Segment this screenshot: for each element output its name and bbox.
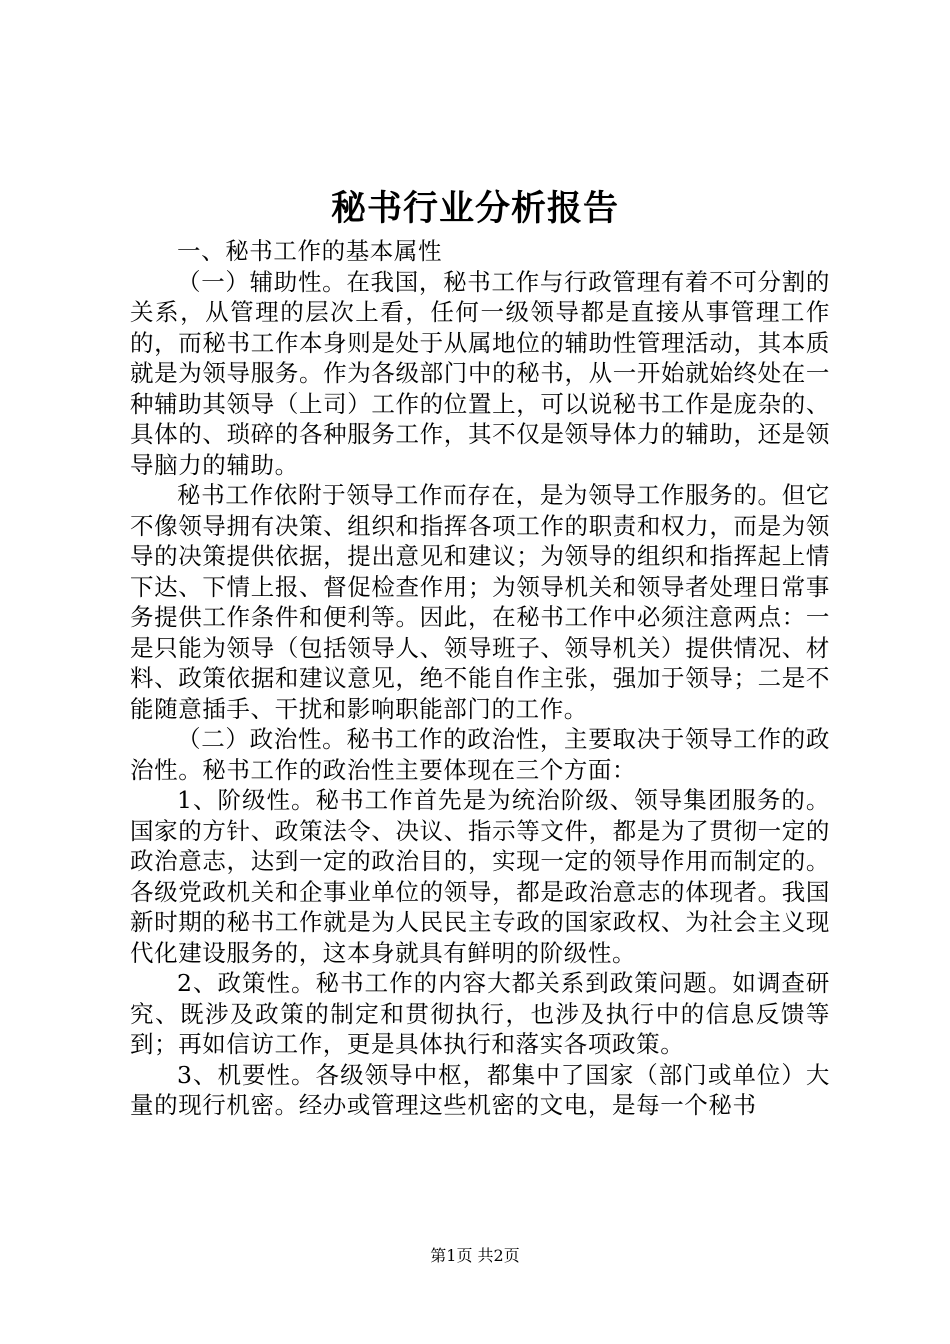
document-title: 秘书行业分析报告: [330, 188, 619, 229]
paragraph: 2、政策性。秘书工作的内容大都关系到政策问题。如调查研究、既涉及政策的制定和贯彻执行，也涉及执行中的信息反馈等到；再如信访工作，更是具体执行和落实各项政策。: [130, 969, 830, 1058]
section-heading: 一、秘书工作的基本属性: [177, 237, 443, 265]
paragraph: （一）辅助性。在我国，秘书工作与行政管理有着不可分割的关系，从管理的层次上看，任何一级领导都是直接从事管理工作的，而秘书工作本身则是处于从属地位的辅助性管理活动，其本质就是为领导服务。作为各级部门中的秘书，从一开始就始终处在一种辅助其领导（上司）工作的位置上，可以说秘书工作是庞杂的、具体的、琐碎的各种服务工作，其不仅是领导体力的辅助，还是领导脑力的辅助。: [130, 267, 830, 479]
page-number: 第1页 共2页: [430, 1246, 520, 1265]
paragraph: （二）政治性。秘书工作的政治性，主要取决于领导工作的政治性。秘书工作的政治性主要体现在三个方面：: [130, 725, 830, 784]
paragraph: 3、机要性。各级领导中枢，都集中了国家（部门或单位）大量的现行机密。经办或管理这些机密的文电，是每一个秘书: [130, 1060, 830, 1119]
document-body: [130, 236, 830, 1121]
paragraph: 秘书工作依附于领导工作而存在，是为领导工作服务的。但它不像领导拥有决策、组织和指挥各项工作的职责和权力，而是为领导的决策提供依据，提出意见和建议；为领导的组织和指挥起上情下达、下情上报、督促检查作用；为领导机关和领导者处理日常事务提供工作条件和便利等。因此，在秘书工作中必须注意两点：一是只能为领导（包括领导人、领导班子、领导机关）提供情况、材料、政策依据和建议意见，绝不能自作主张，强加于领导；二是不能随意插手、干扰和影响职能部门的工作。: [130, 481, 830, 723]
paragraph: 1、阶级性。秘书工作首先是为统治阶级、领导集团服务的。国家的方针、政策法令、决议、指示等文件，都是为了贯彻一定的政治意志，达到一定的政治目的，实现一定的领导作用而制定的。各级党政机关和企事业单位的领导，都是政治意志的体现者。我国新时期的秘书工作就是为人民民主专政的国家政权、为社会主义现代化建设服务的，这本身就具有鲜明的阶级性。: [130, 786, 830, 967]
